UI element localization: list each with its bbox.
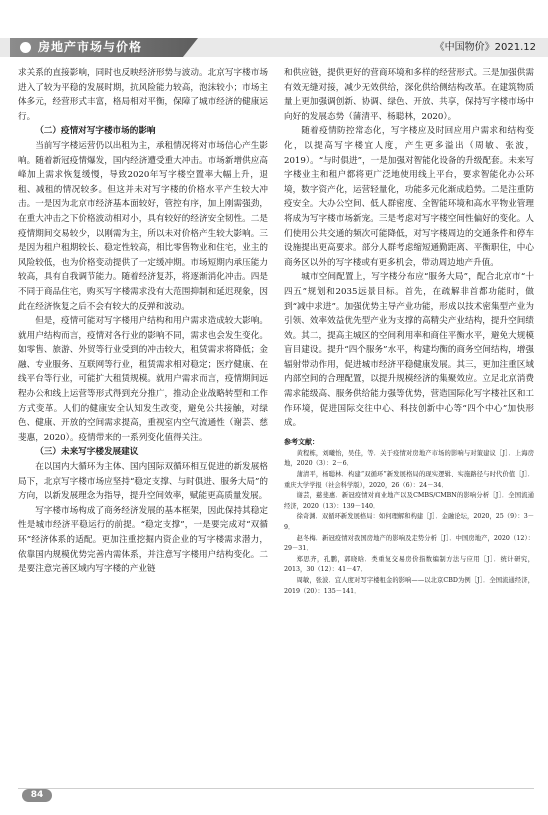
paragraph: 和供应链，提供更好的营商环境和多样的经营形式。三是加强供需有效无缝对接，减少无效供给，深化供给侧结构改革。在建筑物质量上更加强调创新、协调、绿色、开放、共享，保持写字楼市场中向好的发展态势（蒲清平、杨聪林，2020）。 [284,68,534,122]
reference-item: 蒲清平，杨聪林．构建“双循环”新发展格局的现实逻辑、实施路径与时代价值［J］．重庆大学学报（社会科学版），2020，26（6）：24－34． [284,471,534,489]
paragraph: 但是，疫情可能对写字楼用户结构和用户需求造成较大影响。就用户结构而言，疫情对各行业的影响不同，需求也会发生变化。如零售、旅游、外贸等行业受到的冲击较大，租赁需求将降低；金融、专业服务、互联网等行业，租赁需求相对稳定；医疗健康、在线平台等行业，可能扩大租赁规模。就用户需求而言，疫情期间远程办公和线上运营等形式得到充分推广，推动企业战略转型和工作方式变革。人们的健康安全认知发生改变，避免公共接触，对绿色、健康、开放的空间需求提高，重视室内空气流通性（谢芸、慈斐惠，2020）。疫情带来的一系列变化值得关注。 [18,316,268,443]
paragraph: 写字楼市场构成了商务经济发展的基本框架，因此保持其稳定性是城市经济平稳运行的前提。“稳定支撑”，一是要完成对“双循环”经济体系的适配。更加注重挖掘内资企业的写字楼需求潜力，依靠国内规模优势完善内需体系，并注意写字楼用户结构变化。二是要注意完善区域内写字楼的产业链 [18,505,268,575]
paragraph: 求关系的直接影响，同时也反映经济形势与波动。北京写字楼市场进入了较为平稳的发展时期，抗风险能力较高，泡沫较小；市场主体多元，经营形式丰富，格局相对平衡，保障了城市经济的健康运行。 [18,68,268,122]
left-column [18,66,268,577]
reference-item: 黄程栋，刘曦怡，吴佳，等．关于疫情对房地产市场的影响与对策建议［J］．上海房地，2020（3）：2－6． [284,449,534,468]
bullet-dot-icon [20,42,31,53]
paragraph: 在以国内大循环为主体、国内国际双循环相互促进的新发展格局下，北京写字楼市场应坚持“稳定支撑、与时俱进、服务大局”的方向，以新发展理念为指导，提升空间效率，赋能更高质量发展。 [18,462,268,502]
subsection-heading: （二）疫情对写字楼市场的影响 [35,126,156,137]
right-column [284,66,534,597]
section-title: 房地产市场与价格 [38,40,143,54]
paragraph: 城市空间配置上，写字楼分布应“服务大局”，配合北京市“十四五”规划和2035远景目标。首先，在疏解非首都功能时，做到“减中求进”。加强优势主导产业功能，形成以技术密集型产业为引领、效率效益优先型产业为支撑的高精尖产业结构，提升空间绩效。其二，提高主城区的空间利用率和商住平衡水平，避免大规模盲目建设。提升“四个服务”水平，构建均衡的商务空间结构，增强辐射带动作用，促进城市经济平稳健康发展。其三，更加注重区域内部空间的合理配置，以提升规模经济的集聚效应。立足北京消费需求能级高、服务供给能力强等优势，营造国际化写字楼社区和工作环境，促进国际交往中心、科技创新中心等“四个中心”加快形成。 [284,272,534,429]
reference-item: 谢芸，慈斐惠．新冠疫情对商业地产以及CMBS/CMBN的影响分析［J］．全国流通经济，2020（13）：139－140． [284,492,534,510]
paragraph: 当前写字楼运营仍以出租为主，承租情况将对市场信心产生影响。随着新冠疫情爆发，国内经济遭受重大冲击。市场新增供应高峰加上需求恢复缓慢，导致2020年写字楼空置率大幅上升，退租、减租的情况较多。但这并未对写字楼的价格水平产生较大冲击。一是因为北京市经济基本面较好，管控有序，加上刚需强劲，在重大冲击之下价格波动相对小，具有较好的经济安全韧性。二是疫情期间交易较少，以刚需为主，所以未对价格产生较大影响。三是因为租户租期较长、稳定性较高，相比零售物业和住宅，业主的风险较低，也为价格变动提供了一定缓冲期。市场短期内承压能力较高，具有自我调节能力。随着经济复苏，将逐渐消化冲击。四是不同于商品住宅，购买写字楼需求没有大范围抑制和延迟现象，因此在经济恢复之后不会有较大的反弹和波动。 [18,140,268,312]
references-heading: 参考文献： [284,437,319,446]
reference-item: 赵冬梅．新冠疫情对我国房地产的影响及走势分析［J］．中国房地产，2020（12）：29－31． [284,534,534,553]
page-header [0,0,548,58]
paragraph: 随着疫情防控常态化，写字楼应及时回应用户需求和结构变化，以提高写字楼宜人度，产生更多溢出（周敏、张波，2019）。“与时俱进”，一是加强对智能化设备的升级配套。未来写字楼业主和租户都将更广泛地使用线上平台，要求智能化办公环境，数字资产化，运营轻量化，功能多元化渐成趋势。二是注重防疫安全。大办公空间、低人群密度、全智能环境和高水平物业管理将成为写字楼市场新宠。三是考虑对写字楼空间性偏好的变化。人们使用公共交通的频次可能降低，对写字楼周边的交通条件和停车设施提出更高要求。部分人群考虑缩短通勤距离、平衡职住，中心商务区以外的写字楼或有更多机会，带动周边地产升值。 [284,126,534,268]
reference-item: 周敏，张波．宜人度对写字楼租金的影响——以北京CBD为例［J］．全国流通经济，2019（20）：135－141． [284,576,534,595]
reference-item: 郑思齐，孔鹏，郭晓晗．类重复交易房价指数编制方法与应用［J］．统计研究，2013，30（12）：41－47． [284,555,534,574]
journal-issue: 《中国物价》2021.12 [434,42,536,53]
subsection-heading: （三）未来写字楼发展建议 [35,447,139,458]
footer-rule [18,788,534,804]
page-number: 84 [22,789,52,802]
reference-item: 徐奇渊．双循环新发展格局：如何理解和构建［J］．金融论坛，2020，25（9）：3－9． [284,513,534,531]
